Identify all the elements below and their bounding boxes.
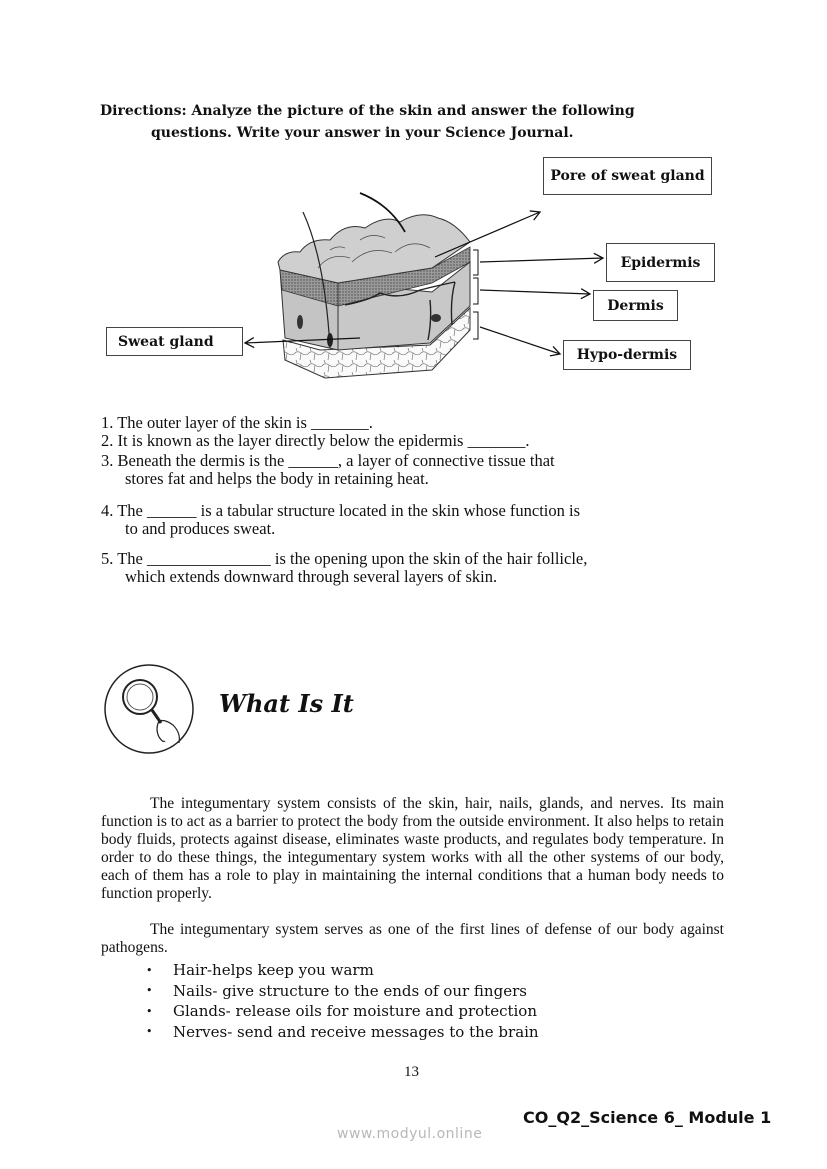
directions-line-2: questions. Write your answer in your Science Journal. <box>151 125 574 141</box>
question-1: 1. The outer layer of the skin is _______. <box>101 413 373 432</box>
module-footer: CO_Q2_Science 6_ Module 1 <box>523 1108 772 1127</box>
hypodermis-arrow <box>480 327 560 354</box>
page-number: 13 <box>404 1064 419 1080</box>
bullet-list <box>146 960 539 1042</box>
label-sweat-gland: Sweat gland <box>106 327 243 356</box>
label-dermis: Dermis <box>593 290 678 321</box>
list-item: • Nails- give structure to the ends of our fingers <box>146 981 527 1000</box>
list-item: • Glands- release oils for moisture and protection <box>146 1002 537 1021</box>
body-paragraph-2: The integumentary system serves as one of the first lines of defense of our body against pathogens. <box>101 921 724 956</box>
watermark: www.modyul.online <box>337 1126 483 1142</box>
bullet-icon: • <box>146 1004 153 1018</box>
list-item: • Nerves- send and receive messages to the brain <box>146 1022 539 1041</box>
list-item: • Hair-helps keep you warm <box>146 961 374 980</box>
question-4: 4. The ______ is a tabular structure located in the skin whose function is to and produces sweat. <box>101 501 581 538</box>
dermis-arrow <box>480 290 590 294</box>
epidermis-arrow <box>480 258 603 262</box>
label-epidermis: Epidermis <box>606 243 715 282</box>
label-hypodermis: Hypo-dermis <box>563 340 691 370</box>
bullet-icon: • <box>146 984 153 998</box>
body-paragraph-1: The integumentary system consists of the skin, hair, nails, glands, and nerves. Its main function is to act as a barrier to protect the body from the outside environment. It also helps to retain body fluids, protects against disease, eliminates waste products, and regulates body temperature. In order to do these things, the integumentary system works with all the other systems of our body, each of them has a role to play in maintaining the internal conditions that a human body needs to function properly. <box>101 795 724 902</box>
question-5: 5. The _______________ is the opening upon the skin of the hair follicle, which extends downward through several layers of skin. <box>101 549 588 586</box>
bullet-icon: • <box>146 1025 153 1039</box>
directions-line-1: Directions: Analyze the picture of the skin and answer the following <box>100 103 635 119</box>
question-2: 2. It is known as the layer directly below the epidermis _______. <box>101 431 530 450</box>
label-pore-of-sweat-gland: Pore of sweat gland <box>543 157 712 195</box>
section-title: What Is It <box>219 689 354 718</box>
bullet-icon: • <box>146 963 153 977</box>
question-3: 3. Beneath the dermis is the ______, a layer of connective tissue that stores fat and helps the body in retaining heat. <box>101 451 555 488</box>
magnifying-glass-icon <box>103 663 195 755</box>
